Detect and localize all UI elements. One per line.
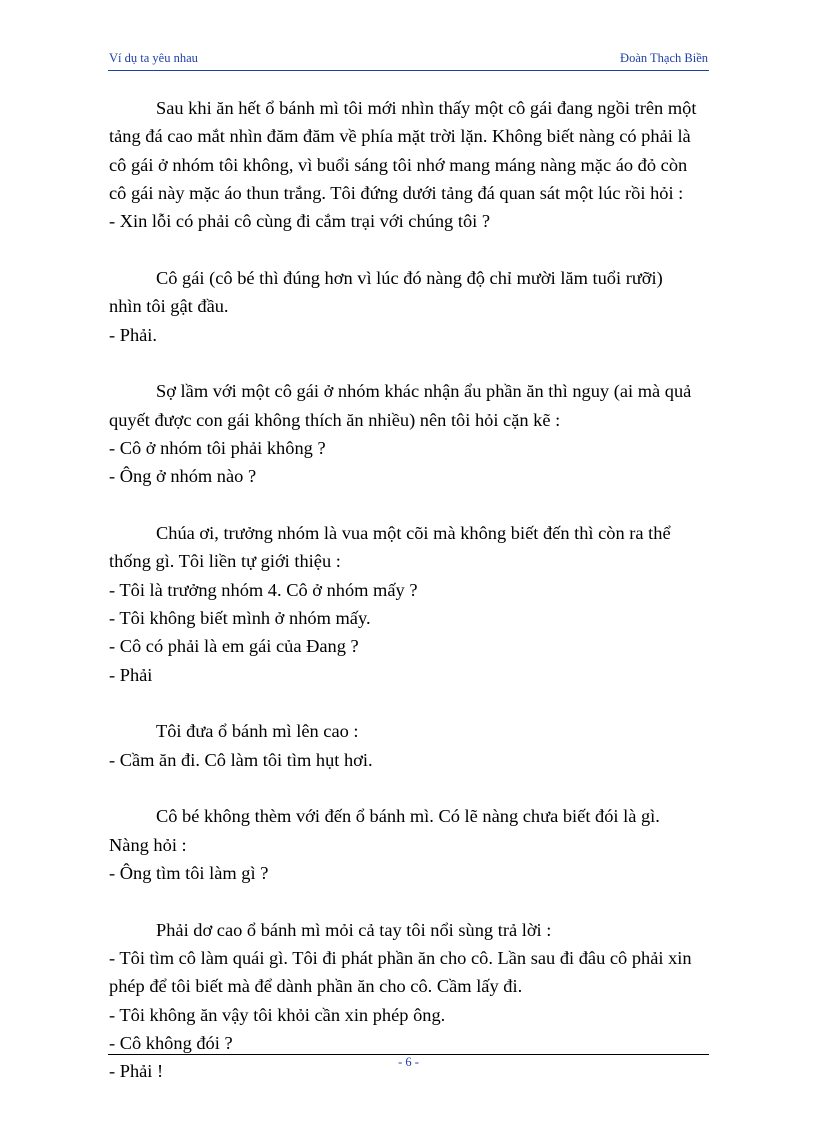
dialogue-line: - Tôi tìm cô làm quái gì. Tôi đi phát phần ăn cho cô. Lần sau đi đâu cô phải xin <box>109 948 692 969</box>
header-author: Đoàn Thạch Biền <box>620 51 708 65</box>
text-line: Cô gái (cô bé thì đúng hơn vì lúc đó nàng độ chỉ mười lăm tuổi rưỡi) <box>156 267 663 288</box>
page-number: - 6 - <box>398 1055 419 1069</box>
dialogue-line: - Xin lỗi có phải cô cùng đi cắm trại với chúng tôi ? <box>109 211 491 232</box>
paragraph <box>109 717 709 774</box>
text-line: Tôi đưa ổ bánh mì lên cao : <box>156 721 359 742</box>
text-line: cô gái ở nhóm tôi không, vì buổi sáng tôi nhớ mang máng nàng mặc áo đỏ còn <box>109 154 688 175</box>
text-line: Chúa ơi, trưởng nhóm là vua một cõi mà không biết đến thì còn ra thể <box>156 523 671 544</box>
text-line: Cô bé không thèm với đến ổ bánh mì. Có lẽ nàng chưa biết đói là gì. <box>156 806 660 827</box>
text-line: Phải dơ cao ổ bánh mì mỏi cả tay tôi nổi sùng trả lời : <box>156 919 552 940</box>
dialogue-line: - Cô ở nhóm tôi phải không ? <box>109 437 326 458</box>
dialogue-line: - Phải. <box>109 324 158 345</box>
dialogue-line: - Ông ở nhóm nào ? <box>109 466 257 487</box>
dialogue-line: - Tôi không biết mình ở nhóm mấy. <box>109 607 371 628</box>
text-line: phép để tôi biết mà để dành phần ăn cho cô. Cầm lấy đi. <box>109 976 523 997</box>
paragraph <box>109 802 709 887</box>
text-line: thống gì. Tôi liền tự giới thiệu : <box>109 551 341 572</box>
page-body <box>109 94 709 1114</box>
header-book-title: Ví dụ ta yêu nhau <box>109 51 198 65</box>
paragraph <box>109 264 709 349</box>
dialogue-line: - Phải <box>109 664 153 685</box>
text-line: nhìn tôi gật đầu. <box>109 296 229 317</box>
text-line: tảng đá cao mắt nhìn đăm đăm về phía mặt trời lặn. Không biết nàng có phải là <box>109 126 691 147</box>
paragraph <box>109 519 709 689</box>
paragraph <box>109 94 709 235</box>
dialogue-line: - Cầm ăn đi. Cô làm tôi tìm hụt hơi. <box>109 749 373 770</box>
dialogue-line: - Tôi là trưởng nhóm 4. Cô ở nhóm mấy ? <box>109 579 418 600</box>
dialogue-line: - Phải ! <box>109 1061 164 1082</box>
running-header <box>108 51 708 69</box>
dialogue-line: - Tôi không ăn vậy tôi khỏi cần xin phép ông. <box>109 1004 446 1025</box>
text-line: cô gái này mặc áo thun trắng. Tôi đứng dưới tảng đá quan sát một lúc rồi hỏi : <box>109 182 684 203</box>
text-line: Sợ lầm với một cô gái ở nhóm khác nhận ẩu phần ăn thì nguy (ai mà quả <box>156 381 692 402</box>
text-line: quyết được con gái không thích ăn nhiều) nên tôi hỏi cặn kẽ : <box>109 409 561 430</box>
paragraph <box>109 377 709 490</box>
dialogue-line: - Cô có phải là em gái của Đang ? <box>109 636 359 657</box>
dialogue-line: - Ông tìm tôi làm gì ? <box>109 863 269 884</box>
text-line: Nàng hỏi : <box>109 834 187 855</box>
dialogue-line: - Cô không đói ? <box>109 1033 233 1054</box>
text-line: Sau khi ăn hết ổ bánh mì tôi mới nhìn thấy một cô gái đang ngồi trên một <box>156 98 697 118</box>
header-rule <box>108 70 709 71</box>
